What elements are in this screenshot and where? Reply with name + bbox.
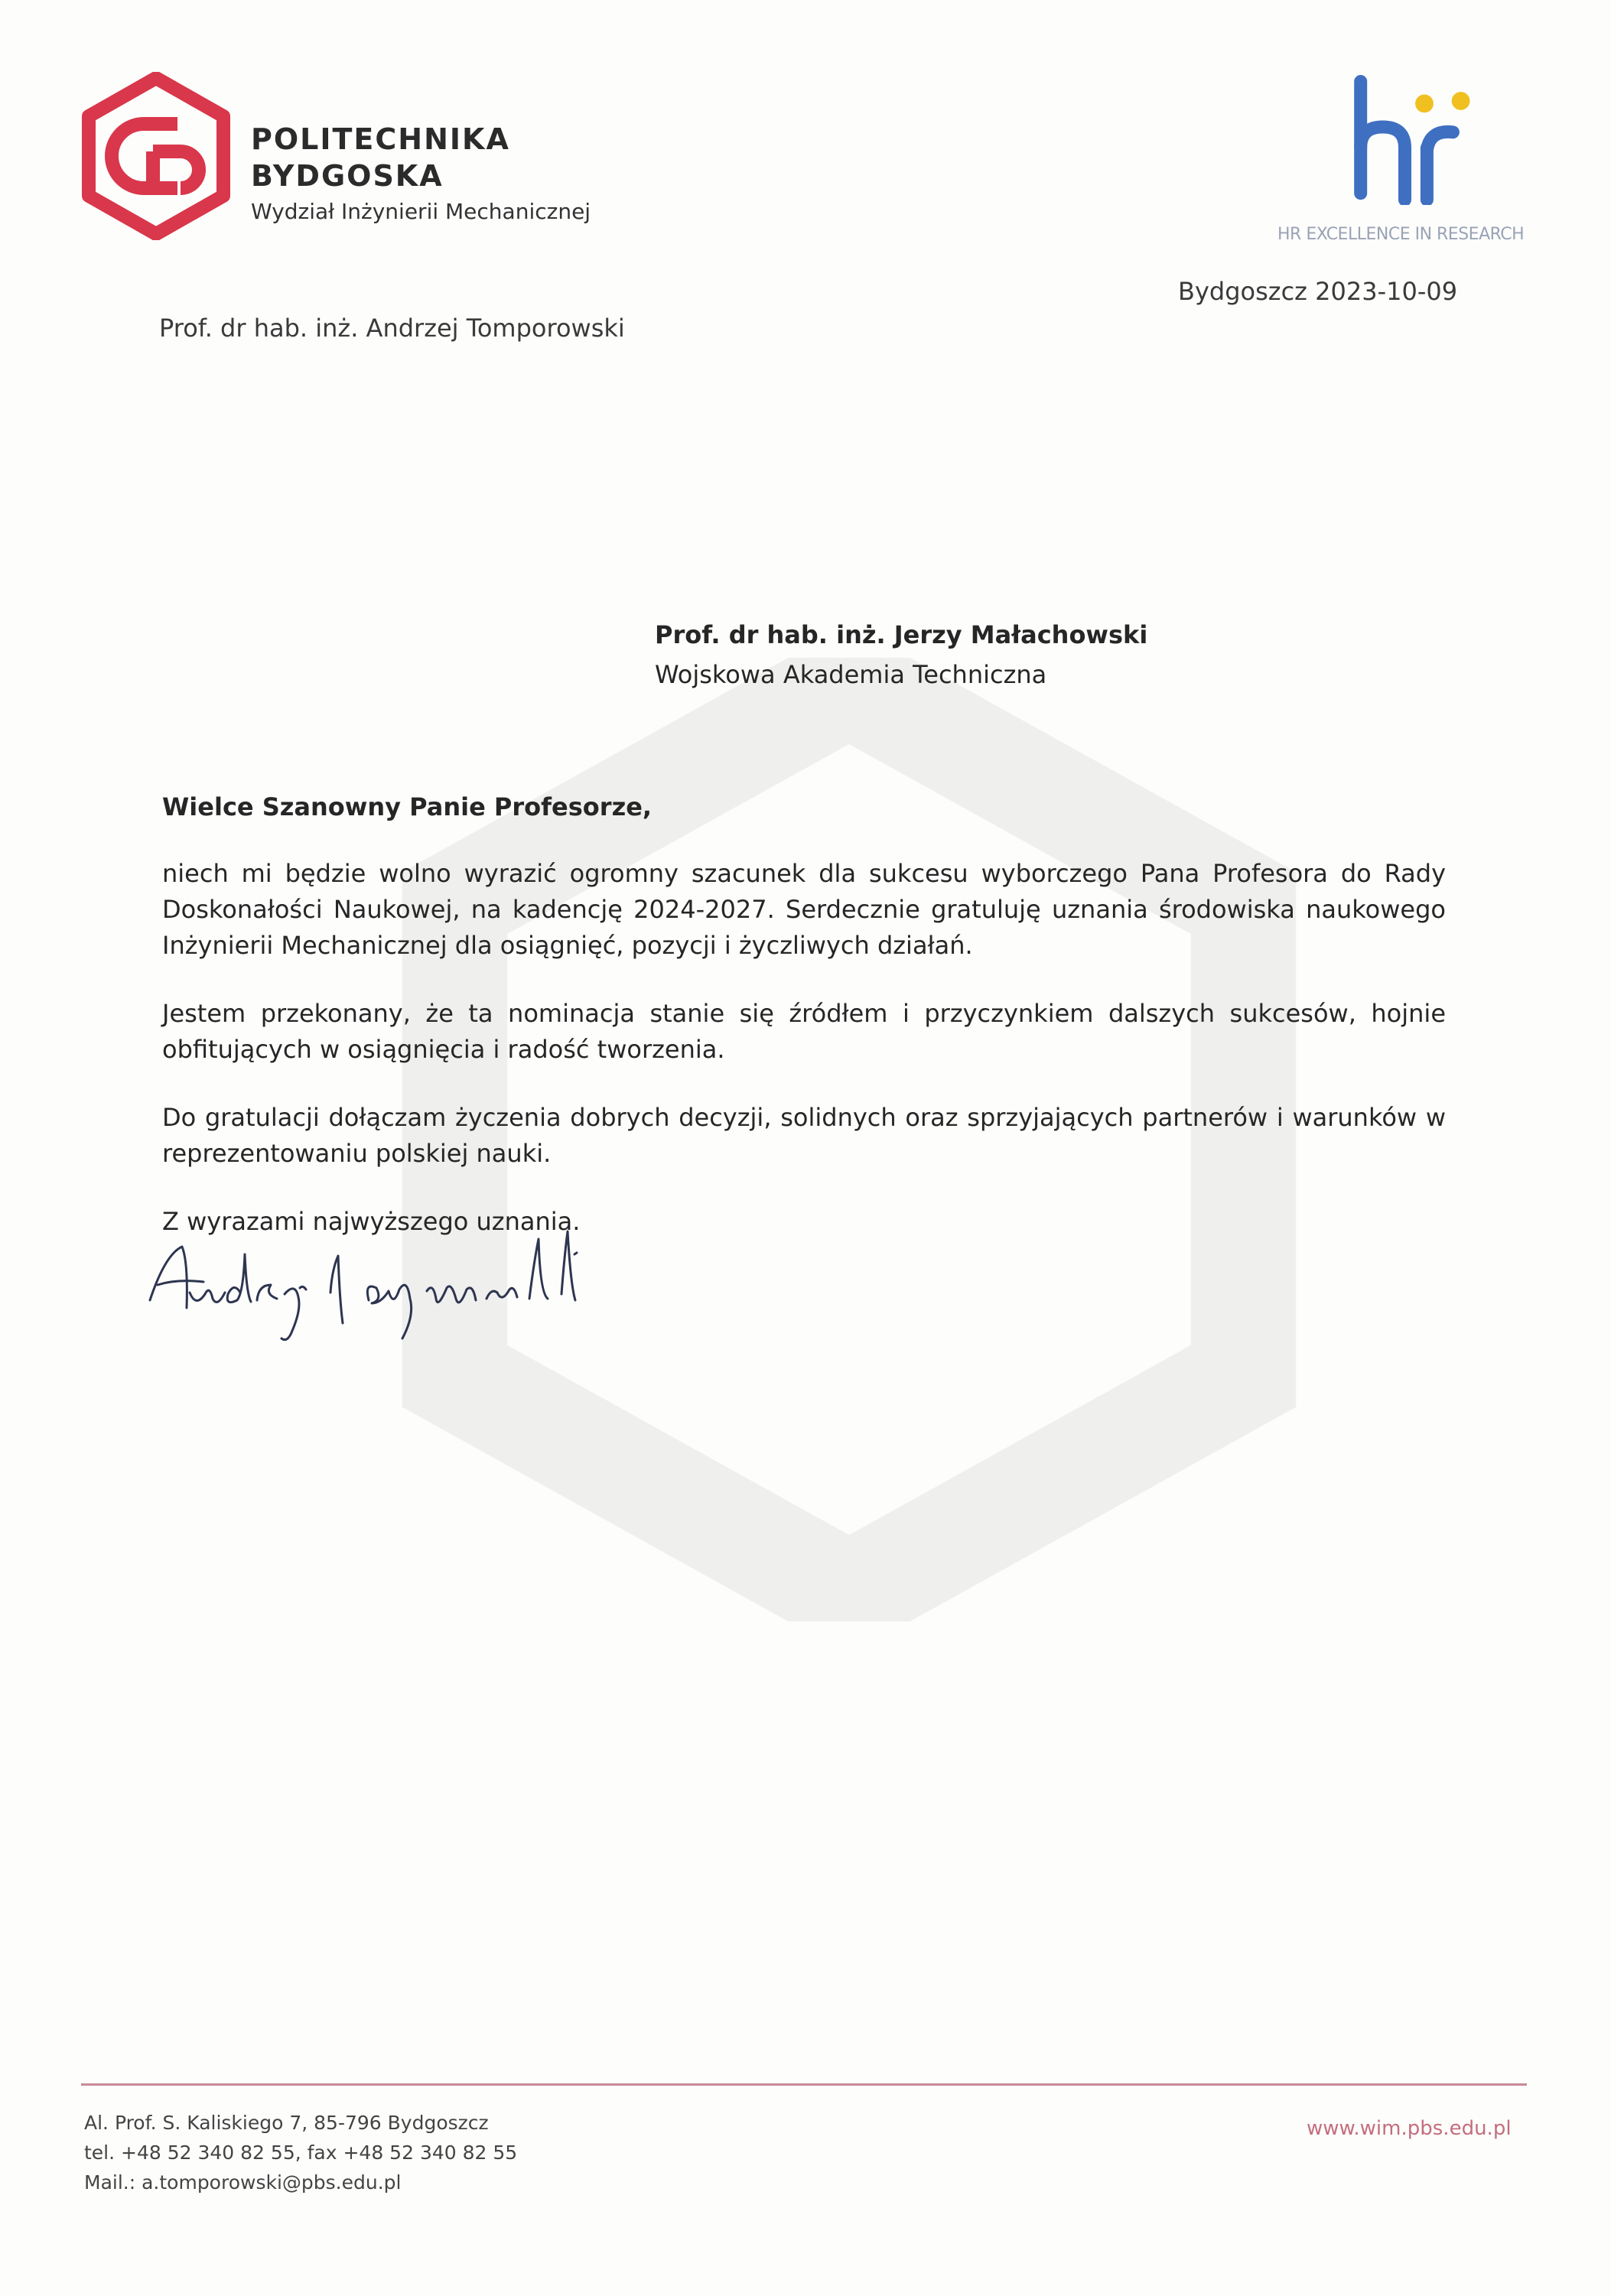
paragraph-2: Jestem przekonany, że ta nominacja stanie się źródłem i przyczynkiem dalszych sukcesów, hojnie obfitujących w osiągnięcia i radość tworzenia. <box>162 999 1446 1064</box>
university-logo-text <box>251 121 591 224</box>
footer-contact <box>84 2108 517 2197</box>
faculty-name: Wydział Inżynierii Mechanicznej <box>251 199 591 224</box>
footer-divider <box>81 2083 1527 2086</box>
hr-excellence-caption: HR EXCELLENCE IN RESEARCH <box>1277 225 1525 244</box>
paragraph-3: Do gratulacji dołączam życzenia dobrych decyzji, solidnych oraz sprzyjających partnerów i warunków w reprezentowaniu polskiej nauki. <box>162 1103 1446 1168</box>
paragraph-1: niech mi będzie wolno wyrazić ogromny szacunek dla sukcesu wyborczego Pana Profesora do Rady Doskonałości Naukowej, na kadencję 2024-2027. Serdecznie gratuluję uznania środowiska naukowego Inżynierii Mechanicznej dla osiągnięć, pozycji i życzliwych działań. <box>162 859 1446 960</box>
recipient-block <box>655 615 1147 694</box>
hr-excellence-logo-icon <box>1346 75 1476 205</box>
recipient-name: Prof. dr hab. inż. Jerzy Małachowski <box>655 620 1148 649</box>
institution-name-line2: BYDGOSKA <box>251 159 444 193</box>
closing-line: Z wyrazami najwyższego uznania. <box>162 1207 581 1236</box>
letter-date: Bydgoszcz 2023-10-09 <box>1178 277 1458 306</box>
footer-address: Al. Prof. S. Kaliskiego 7, 85-796 Bydgoszcz <box>84 2112 489 2134</box>
handwritten-signature <box>142 1208 693 1361</box>
letter-body <box>162 789 1446 1240</box>
recipient-institution: Wojskowa Akademia Techniczna <box>655 660 1047 689</box>
salutation: Wielce Szanowny Panie Profesorze, <box>162 792 653 821</box>
university-logo-icon <box>80 72 233 240</box>
footer-website-link[interactable]: www.wim.pbs.edu.pl <box>1307 2117 1512 2140</box>
footer-phone: tel. +48 52 340 82 55, fax +48 52 340 82 55 <box>84 2142 518 2164</box>
footer-mail: Mail.: a.tomporowski@pbs.edu.pl <box>84 2171 402 2194</box>
sender-name: Prof. dr hab. inż. Andrzej Tomporowski <box>159 314 625 343</box>
institution-name-line1: POLITECHNIKA <box>251 122 510 156</box>
